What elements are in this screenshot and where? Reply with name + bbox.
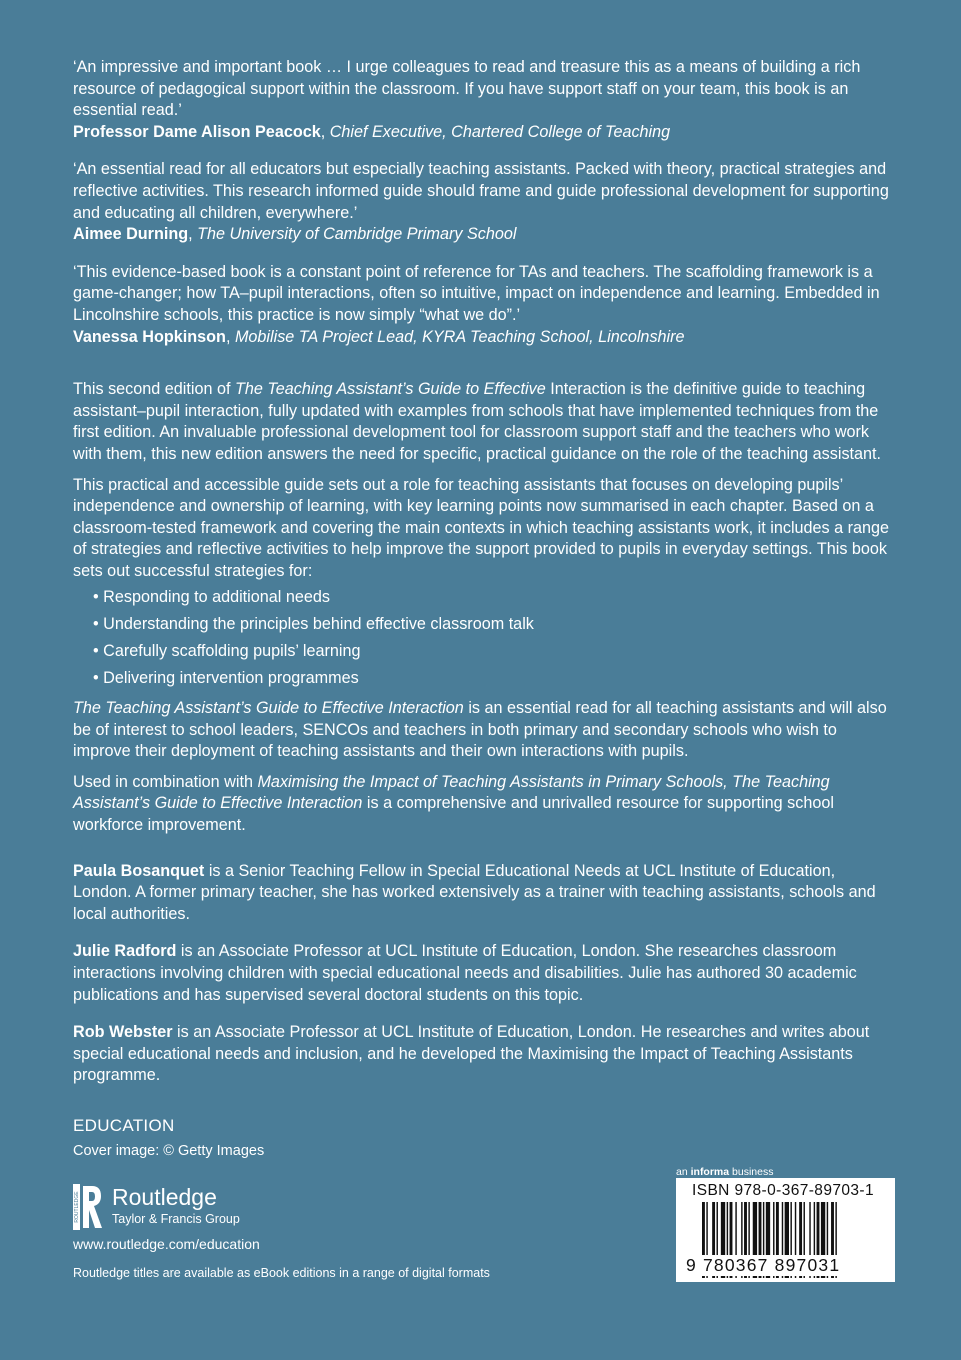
author-name: Rob Webster bbox=[73, 1023, 173, 1042]
description-paragraph-2: This practical and accessible guide sets out a role for teaching assistants that focuses on developing pupils’ independence and ownership of learning, with key learning points now summarised in each chapter. Based on a classroom-tested framework and covering the main contexts in which teaching assistants work, it includes a range of strategies and reflective activities to help improve the support provided to pupils in everyday settings. This book sets out successful strategies for: bbox=[73, 475, 890, 580]
author-bio: Julie Radford is an Associate Professor at UCL Institute of Education, London. She researches classroom interactions involving children with special educational needs and disabilities. Julie has authored 30 academic publications and has supervised several doctoral students on this topic. bbox=[73, 942, 857, 1004]
book-title: Maximising the Impact of Teaching Assistants in Primary Schools, The Teaching Assistant’s Guide to Effective Interaction bbox=[73, 772, 830, 813]
list-item: • Delivering intervention programmes bbox=[93, 668, 893, 690]
list-item: • Carefully scaffolding pupils’ learning bbox=[93, 641, 893, 663]
description-paragraph-3: The Teaching Assistant’s Guide to Effective Interaction is an essential read for all teaching assistants and will also be of interest to school leaders, SENCOs and teachers in both primary and secondary schools who wish to improve their deployment of teaching assistants and their own interactions with pupils. bbox=[73, 699, 887, 761]
informa-business-tag: an informa business bbox=[676, 1166, 774, 1178]
back-cover-text bbox=[73, 57, 893, 1103]
endorser-affiliation: The University of Cambridge Primary School bbox=[197, 225, 517, 244]
endorser-affiliation: Chief Executive, Chartered College of Teaching bbox=[329, 122, 671, 141]
author-name: Julie Radford bbox=[73, 942, 177, 961]
publisher-name: Routledge bbox=[112, 1184, 217, 1210]
endorser-name: Aimee Durning bbox=[73, 225, 189, 244]
author-bio: Rob Webster is an Associate Professor at UCL Institute of Education, London. He researches and writes about special educational needs and inclusion, and he developed the Maximising the Impact of Teaching Assistants programme. bbox=[73, 1023, 870, 1085]
list-item: • Responding to additional needs bbox=[93, 587, 893, 609]
publisher-logo bbox=[73, 1184, 240, 1230]
publisher-group: Taylor & Francis Group bbox=[112, 1212, 240, 1226]
endorser-affiliation: Mobilise TA Project Lead, KYRA Teaching School, Lincolnshire bbox=[234, 327, 685, 346]
strategy-list bbox=[93, 587, 893, 690]
endorser-name: Professor Dame Alison Peacock bbox=[73, 122, 321, 141]
isbn-number: ISBN 978-0-367-89703-1 bbox=[692, 1182, 874, 1199]
endorsement-quote-2: ‘An essential read for all educators but especially teaching assistants. Packed with theory, practical strategies and reflective activities. This research informed guide should frame and guide professional development for supporting and educating all children, everywhere.’ Aimee Durning, The University of Cambridge Primary School bbox=[73, 160, 889, 244]
barcode-digits: 9 780367 897031 bbox=[686, 1255, 841, 1275]
subject-category: EDUCATION bbox=[73, 1116, 175, 1135]
description-paragraph-1: This second edition of The Teaching Assistant’s Guide to Effective Interaction is the definitive guide to teaching assistant–pupil interaction, fully updated with examples from schools that have implemented techniques from the first edition. An invaluable professional development tool for classroom support staff and the teachers who work with them, this new edition answers the need for specific, practical guidance on the role of the teaching assistant. bbox=[73, 380, 882, 463]
book-title: The Teaching Assistant’s Guide to Effective Interaction bbox=[73, 699, 464, 718]
cover-image-credit: Cover image: © Getty Images bbox=[73, 1143, 265, 1159]
author-bio: Paula Bosanquet is a Senior Teaching Fellow in Special Educational Needs at UCL Institute of Education, London. A former primary teacher, she has worked extensively as a trainer with teaching assistants, schools and local authorities. bbox=[73, 861, 876, 923]
routledge-logo-icon bbox=[73, 1184, 103, 1230]
description-paragraph-4: Used in combination with Maximising the Impact of Teaching Assistants in Primary Schools, The Teaching Assistant’s Guide to Effective Interaction is a comprehensive and unrivalled resource for supporting school workforce improvement. bbox=[73, 772, 834, 834]
author-name: Paula Bosanquet bbox=[73, 861, 205, 880]
publisher-website: www.routledge.com/education bbox=[73, 1236, 260, 1252]
book-title: The Teaching Assistant’s Guide to Effective bbox=[234, 380, 546, 399]
isbn-barcode bbox=[676, 1178, 895, 1282]
author-bios bbox=[73, 861, 893, 1087]
endorsement-quote-1: ‘An impressive and important book … I urge colleagues to read and treasure this as a means of building a rich resource of pedagogical support within the classroom. If you have support staff on your team, this book is an essential read.’ Professor Dame Alison Peacock, Chief Executive, Chartered College of Teaching bbox=[73, 58, 861, 141]
endorsement-quote-3: ‘This evidence-based book is a constant point of reference for TAs and teachers. The scaffolding framework is a game-changer; how TA–pupil interactions, often so intuitive, impact on independence and learning. Embedded in Lincolnshire schools, this practice is now simply “what we do”.’ Vanessa Hopkinson, Mobilise TA Project Lead, KYRA Teaching School, Lincolnshire bbox=[73, 262, 880, 346]
ebook-note: Routledge titles are available as eBook editions in a range of digital formats bbox=[73, 1266, 490, 1280]
endorser-name: Vanessa Hopkinson bbox=[73, 327, 226, 346]
list-item: • Understanding the principles behind effective classroom talk bbox=[93, 614, 893, 636]
svg-text:ROUTLEDGE: ROUTLEDGE bbox=[73, 1191, 80, 1223]
